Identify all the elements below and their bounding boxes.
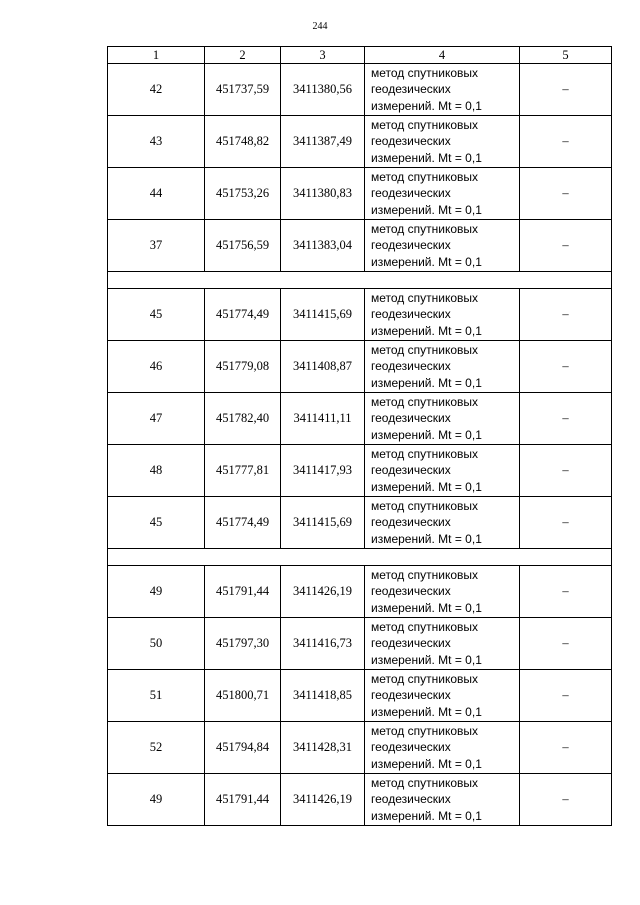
method-text-line: метод спутниковых bbox=[371, 723, 479, 738]
column-header-3: 3 bbox=[281, 47, 365, 64]
method-cell bbox=[365, 618, 520, 670]
method-text-line: метод спутниковых bbox=[371, 619, 479, 634]
method-text-line: измерений. Mt = 0,1 bbox=[371, 479, 482, 494]
point-number-cell: 42 bbox=[108, 64, 205, 116]
method-text-line: метод спутниковых bbox=[371, 394, 479, 409]
column-header-5: 5 bbox=[520, 47, 612, 64]
point-number-cell: 51 bbox=[108, 670, 205, 722]
y-coordinate-cell: 3411418,85 bbox=[281, 670, 365, 722]
column-5-cell: – bbox=[520, 497, 612, 549]
x-coordinate-cell: 451748,82 bbox=[205, 116, 281, 168]
table-row bbox=[108, 566, 612, 618]
y-coordinate-cell: 3411428,31 bbox=[281, 722, 365, 774]
y-coordinate-cell: 3411417,93 bbox=[281, 445, 365, 497]
column-5-cell: – bbox=[520, 670, 612, 722]
column-5-cell: – bbox=[520, 168, 612, 220]
y-coordinate-cell: 3411380,56 bbox=[281, 64, 365, 116]
y-coordinate-cell: 3411408,87 bbox=[281, 341, 365, 393]
method-cell bbox=[365, 670, 520, 722]
x-coordinate-cell: 451800,71 bbox=[205, 670, 281, 722]
table-row bbox=[108, 722, 612, 774]
table-row bbox=[108, 289, 612, 341]
point-number-cell: 50 bbox=[108, 618, 205, 670]
method-text-line: измерений. Mt = 0,1 bbox=[371, 323, 482, 338]
method-text-line: геодезических bbox=[371, 463, 451, 478]
column-header-1: 1 bbox=[108, 47, 205, 64]
x-coordinate-cell: 451794,84 bbox=[205, 722, 281, 774]
method-text-line: геодезических bbox=[371, 238, 451, 253]
method-text-line: метод спутниковых bbox=[371, 290, 479, 305]
x-coordinate-cell: 451791,44 bbox=[205, 774, 281, 826]
y-coordinate-cell: 3411416,73 bbox=[281, 618, 365, 670]
method-text-line: метод спутниковых bbox=[371, 169, 479, 184]
point-number-cell: 45 bbox=[108, 289, 205, 341]
method-cell bbox=[365, 722, 520, 774]
table-row bbox=[108, 393, 612, 445]
x-coordinate-cell: 451774,49 bbox=[205, 289, 281, 341]
y-coordinate-cell: 3411411,11 bbox=[281, 393, 365, 445]
table-row bbox=[108, 670, 612, 722]
y-coordinate-cell: 3411387,49 bbox=[281, 116, 365, 168]
coordinates-table bbox=[107, 46, 612, 826]
table-row bbox=[108, 64, 612, 116]
y-coordinate-cell: 3411426,19 bbox=[281, 774, 365, 826]
point-number-cell: 49 bbox=[108, 774, 205, 826]
y-coordinate-cell: 3411415,69 bbox=[281, 497, 365, 549]
method-text-line: измерений. Mt = 0,1 bbox=[371, 531, 482, 546]
method-text-line: измерений. Mt = 0,1 bbox=[371, 202, 482, 217]
column-5-cell: – bbox=[520, 618, 612, 670]
column-5-cell: – bbox=[520, 341, 612, 393]
method-text-line: геодезических bbox=[371, 82, 451, 97]
method-text-line: геодезических bbox=[371, 740, 451, 755]
table-header-row bbox=[108, 47, 612, 64]
point-number-cell: 45 bbox=[108, 497, 205, 549]
method-cell bbox=[365, 116, 520, 168]
x-coordinate-cell: 451797,30 bbox=[205, 618, 281, 670]
page-number: 244 bbox=[312, 21, 328, 32]
method-text-line: измерений. Mt = 0,1 bbox=[371, 98, 482, 113]
method-text-line: измерений. Mt = 0,1 bbox=[371, 375, 482, 390]
table-separator-row bbox=[108, 549, 612, 566]
method-cell bbox=[365, 393, 520, 445]
point-number-cell: 44 bbox=[108, 168, 205, 220]
column-5-cell: – bbox=[520, 289, 612, 341]
method-cell bbox=[365, 341, 520, 393]
method-text-line: геодезических bbox=[371, 134, 451, 149]
point-number-cell: 48 bbox=[108, 445, 205, 497]
point-number-cell: 37 bbox=[108, 220, 205, 272]
method-text-line: измерений. Mt = 0,1 bbox=[371, 150, 482, 165]
method-cell bbox=[365, 566, 520, 618]
method-text-line: измерений. Mt = 0,1 bbox=[371, 427, 482, 442]
method-text-line: метод спутниковых bbox=[371, 498, 479, 513]
x-coordinate-cell: 451753,26 bbox=[205, 168, 281, 220]
method-text-line: измерений. Mt = 0,1 bbox=[371, 756, 482, 771]
method-cell bbox=[365, 289, 520, 341]
table-row bbox=[108, 497, 612, 549]
method-text-line: измерений. Mt = 0,1 bbox=[371, 652, 482, 667]
y-coordinate-cell: 3411383,04 bbox=[281, 220, 365, 272]
method-cell bbox=[365, 168, 520, 220]
method-text-line: метод спутниковых bbox=[371, 221, 479, 236]
x-coordinate-cell: 451777,81 bbox=[205, 445, 281, 497]
method-text-line: геодезических bbox=[371, 411, 451, 426]
method-text-line: измерений. Mt = 0,1 bbox=[371, 254, 482, 269]
separator-cell bbox=[108, 272, 612, 289]
column-5-cell: – bbox=[520, 393, 612, 445]
x-coordinate-cell: 451791,44 bbox=[205, 566, 281, 618]
method-text-line: геодезических bbox=[371, 688, 451, 703]
method-cell bbox=[365, 220, 520, 272]
table-row bbox=[108, 774, 612, 826]
table-row bbox=[108, 220, 612, 272]
separator-cell bbox=[108, 549, 612, 566]
x-coordinate-cell: 451782,40 bbox=[205, 393, 281, 445]
method-text-line: геодезических bbox=[371, 636, 451, 651]
method-text-line: измерений. Mt = 0,1 bbox=[371, 600, 482, 615]
method-text-line: метод спутниковых bbox=[371, 446, 479, 461]
method-text-line: геодезических bbox=[371, 307, 451, 322]
method-text-line: измерений. Mt = 0,1 bbox=[371, 808, 482, 823]
x-coordinate-cell: 451774,49 bbox=[205, 497, 281, 549]
column-5-cell: – bbox=[520, 445, 612, 497]
method-cell bbox=[365, 64, 520, 116]
method-text-line: геодезических bbox=[371, 359, 451, 374]
point-number-cell: 46 bbox=[108, 341, 205, 393]
x-coordinate-cell: 451756,59 bbox=[205, 220, 281, 272]
x-coordinate-cell: 451737,59 bbox=[205, 64, 281, 116]
method-cell bbox=[365, 774, 520, 826]
column-header-2: 2 bbox=[205, 47, 281, 64]
method-text-line: измерений. Mt = 0,1 bbox=[371, 704, 482, 719]
method-text-line: метод спутниковых bbox=[371, 567, 479, 582]
method-cell bbox=[365, 445, 520, 497]
column-5-cell: – bbox=[520, 566, 612, 618]
y-coordinate-cell: 3411380,83 bbox=[281, 168, 365, 220]
y-coordinate-cell: 3411415,69 bbox=[281, 289, 365, 341]
table-row bbox=[108, 168, 612, 220]
point-number-cell: 49 bbox=[108, 566, 205, 618]
table-row bbox=[108, 618, 612, 670]
table-separator-row bbox=[108, 272, 612, 289]
column-5-cell: – bbox=[520, 116, 612, 168]
method-text-line: метод спутниковых bbox=[371, 65, 479, 80]
method-text-line: метод спутниковых bbox=[371, 117, 479, 132]
point-number-cell: 52 bbox=[108, 722, 205, 774]
method-text-line: метод спутниковых bbox=[371, 671, 479, 686]
column-5-cell: – bbox=[520, 774, 612, 826]
method-text-line: геодезических bbox=[371, 792, 451, 807]
table-row bbox=[108, 445, 612, 497]
method-text-line: геодезических bbox=[371, 584, 451, 599]
method-text-line: геодезических bbox=[371, 515, 451, 530]
method-cell bbox=[365, 497, 520, 549]
point-number-cell: 43 bbox=[108, 116, 205, 168]
table-row bbox=[108, 341, 612, 393]
column-header-4: 4 bbox=[365, 47, 520, 64]
method-text-line: геодезических bbox=[371, 186, 451, 201]
method-text-line: метод спутниковых bbox=[371, 342, 479, 357]
column-5-cell: – bbox=[520, 220, 612, 272]
point-number-cell: 47 bbox=[108, 393, 205, 445]
y-coordinate-cell: 3411426,19 bbox=[281, 566, 365, 618]
method-text-line: метод спутниковых bbox=[371, 775, 479, 790]
table-row bbox=[108, 116, 612, 168]
x-coordinate-cell: 451779,08 bbox=[205, 341, 281, 393]
column-5-cell: – bbox=[520, 722, 612, 774]
column-5-cell: – bbox=[520, 64, 612, 116]
